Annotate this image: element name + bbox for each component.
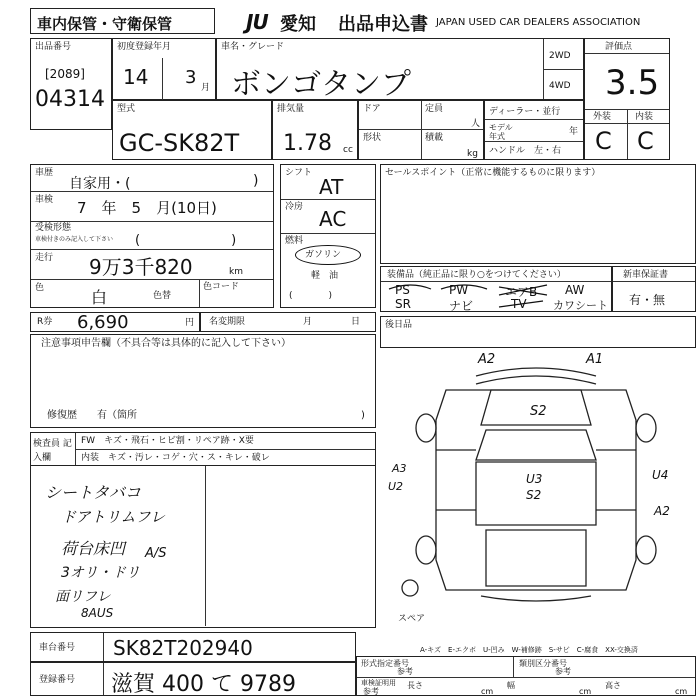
association-name: JAPAN USED CAR DEALERS ASSOCIATION	[436, 17, 641, 28]
color-change-label: 色替	[153, 291, 172, 301]
divider	[627, 109, 628, 159]
shift-value: AT	[319, 175, 344, 199]
equip-aw: AW	[565, 283, 585, 297]
shape-label: 形状	[363, 133, 382, 143]
cc-unit: cc	[343, 145, 353, 155]
type-cert-label: 形式指定番号	[361, 659, 409, 668]
drive-2wd: 2WD	[549, 51, 571, 61]
vehicle-name-label: 車名・グレード	[221, 42, 285, 52]
inspector-box	[30, 432, 376, 466]
back-item-label: 後日品	[385, 320, 413, 330]
equipment-box	[380, 266, 612, 312]
mileage-label: 走行	[35, 253, 54, 263]
equipment-label: 装備品（純正品に限り○をつけてください）	[387, 270, 566, 280]
cert-box	[356, 656, 696, 696]
region-name: 愛知	[280, 14, 316, 35]
handle-label: ハンドル 左・右	[489, 146, 562, 156]
load-label: 積載	[425, 133, 444, 143]
recycle-value: 6,690	[77, 312, 129, 333]
listing-number-label: 出品番号	[35, 42, 72, 52]
divider	[281, 199, 375, 200]
equip-handwritten-marks	[381, 267, 613, 313]
divider	[513, 657, 514, 677]
first-reg-year: 14	[123, 65, 149, 89]
sales-point-label: セールスポイント（正常に機能するものに限ります）	[385, 168, 601, 178]
mark-s2-roof: S2	[526, 488, 542, 502]
vehicle-name: ボンゴタンプ	[231, 67, 411, 102]
type-label: 型式	[117, 104, 136, 114]
displacement-box	[272, 100, 358, 160]
equip-ps: PS	[395, 283, 410, 297]
first-reg-label: 初度登録年月	[117, 42, 172, 52]
spare-label: スペア	[398, 614, 426, 624]
receive-sub: 車検付きのみ記入して下さい	[35, 236, 114, 243]
listing-number: 04314	[35, 87, 105, 112]
dealer-label: ディーラー・並行	[489, 107, 561, 117]
interior-grade: C	[637, 127, 654, 155]
divider	[103, 633, 104, 661]
fuel-diesel: 軽 油	[311, 271, 339, 281]
mark-u4: U4	[652, 468, 669, 482]
divider	[31, 221, 273, 222]
receive-value: ( )	[135, 233, 237, 248]
divider	[281, 233, 375, 234]
divider	[485, 119, 583, 120]
mark-a2-side: A2	[654, 504, 670, 518]
mark-u2: U2	[388, 480, 404, 493]
divider	[613, 281, 695, 282]
month-unit: 月	[201, 83, 211, 93]
registration-box	[30, 662, 356, 696]
color-label: 色	[35, 283, 45, 293]
back-item-box	[380, 316, 696, 348]
type-box	[112, 100, 272, 160]
cm-3: cm	[675, 687, 688, 696]
warranty-box	[612, 266, 696, 312]
class-label: 類別区分番号	[519, 659, 567, 668]
mark-s2-hood: S2	[530, 404, 547, 419]
receive-label: 受検形態	[35, 223, 72, 233]
name-change-label: 名変期限	[209, 317, 246, 327]
divider	[585, 53, 669, 54]
handwritten-note-3: 荷台床凹	[61, 539, 126, 558]
divider	[485, 141, 583, 142]
ac-value: AC	[319, 207, 347, 231]
divider	[359, 129, 483, 130]
divider	[31, 249, 273, 250]
ref-label-2: 参考	[555, 667, 571, 676]
storage-note: 車内保管・守衛保管	[37, 15, 173, 33]
cert-label: 車検証明用	[361, 679, 396, 687]
warranty-value: 有・無	[629, 293, 666, 307]
exterior-grade: C	[595, 127, 612, 155]
height-label: 高さ	[605, 681, 621, 690]
divider	[357, 677, 695, 678]
name-change-day: 日	[351, 317, 361, 327]
shaken-value: 7 年 5 月(10日)	[77, 199, 217, 217]
interior-label: 内装	[635, 112, 654, 122]
handwritten-note-4: 3オリ・ドリ	[61, 565, 140, 581]
km-unit: km	[229, 267, 243, 277]
color-value: 白	[91, 288, 108, 307]
repair-label: 修復歴 有（箇所	[47, 410, 137, 421]
ac-label: 冷房	[285, 202, 304, 212]
divider	[205, 466, 206, 626]
inspector-row2: 内装 キズ・汚レ・コゲ・穴・ス・キレ・破レ	[81, 453, 270, 463]
mark-u3: U3	[526, 472, 543, 486]
repair-close: )	[361, 410, 365, 421]
chassis-box	[30, 632, 356, 662]
score-box	[584, 38, 670, 160]
equip-pw: PW	[449, 283, 469, 297]
listing-number-box	[30, 38, 112, 130]
recycle-label: R券	[37, 317, 53, 327]
ref-label-1: 参考	[397, 667, 413, 676]
notes-box	[30, 334, 376, 428]
shaken-label: 車検	[35, 195, 54, 205]
mark-a2-front: A2	[478, 352, 496, 367]
year-unit: 年	[569, 127, 579, 137]
cm-1: cm	[481, 687, 494, 696]
cm-2: cm	[579, 687, 592, 696]
first-reg-box	[112, 38, 216, 100]
fuel-label: 燃料	[285, 236, 304, 246]
ju-logo: JU	[246, 10, 268, 34]
first-reg-month: 3	[185, 67, 197, 88]
recycle-box	[30, 312, 200, 332]
score-label: 評価点	[605, 42, 633, 52]
dealer-box	[484, 100, 584, 160]
inspector-row1: FW キズ・飛石・ヒビ割・リペア跡・X要	[81, 436, 254, 446]
width-label: 幅	[507, 681, 515, 690]
door-box	[358, 100, 484, 160]
chassis-label: 車台番号	[39, 643, 76, 653]
divider	[199, 279, 200, 307]
history-close: )	[253, 173, 259, 189]
divider	[162, 58, 163, 100]
ref-label-3: 参考	[363, 687, 379, 696]
mark-a3: A3	[392, 462, 407, 475]
chassis-value: SK82T202940	[113, 636, 253, 660]
registration-label: 登録番号	[39, 675, 76, 685]
handwritten-note-2: ドアトリムフレ	[61, 508, 165, 526]
handwritten-note-1: シートタバコ	[45, 483, 141, 502]
type-value: GC-SK82T	[119, 129, 240, 157]
person-unit: 人	[471, 119, 481, 129]
equip-navi: ナビ	[449, 299, 474, 313]
displacement-value: 1.78	[283, 131, 332, 156]
yen-unit: 円	[185, 318, 195, 328]
handwritten-note-5: A/S	[145, 546, 167, 561]
fuel-gasoline: ガソリン	[305, 250, 342, 260]
inspector-notes-box	[30, 466, 376, 628]
score-value: 3.5	[605, 63, 660, 103]
sales-point-box	[380, 164, 696, 264]
fuel-other: ( )	[289, 291, 333, 301]
divider	[75, 449, 375, 450]
inspector-label: 検査員 記入欄	[33, 439, 72, 463]
model-year-label: モデル 年式	[489, 123, 513, 141]
name-change-month: 月	[303, 317, 313, 327]
handwritten-note-7: 8AUS	[81, 606, 114, 620]
warranty-label: 新車保証書	[623, 270, 669, 280]
kg-unit: kg	[467, 149, 478, 159]
history-label: 車歴	[35, 168, 54, 178]
equip-sr: SR	[395, 297, 411, 311]
damage-legend: A-キズ E-エクボ U-凹み W-補修跡 S-サビ C-腐食 XX-交換済	[420, 646, 638, 654]
handwritten-note-6: 面リフレ	[55, 589, 111, 605]
mech-box	[280, 164, 376, 308]
mark-a1: A1	[586, 352, 604, 367]
mileage-value: 9万3千820	[89, 255, 193, 279]
divider	[31, 279, 273, 280]
name-change-box	[200, 312, 376, 332]
listing-number-bracket: [2089]	[45, 67, 85, 81]
form-title: 出品申込書	[338, 14, 428, 35]
storage-note-box	[30, 8, 215, 34]
divider	[543, 69, 585, 70]
shift-label: シフト	[285, 168, 313, 178]
equip-seat: カワシート	[553, 299, 608, 312]
drive-4wd: 4WD	[549, 81, 571, 91]
length-label: 長さ	[407, 681, 423, 690]
history-box	[30, 164, 274, 308]
divider	[421, 101, 422, 159]
color-code-label: 色コード	[203, 282, 240, 292]
registration-value: 滋賀 400 て 9789	[111, 672, 296, 697]
displacement-label: 排気量	[277, 104, 305, 114]
vehicle-name-box	[216, 38, 584, 100]
exterior-label: 外装	[593, 112, 612, 122]
divider	[31, 191, 273, 192]
notes-label: 注意事項申告欄（不具合等は具体的に記入して下さい）	[41, 338, 291, 349]
history-value: 自家用・(	[69, 176, 131, 192]
capacity-label: 定員	[425, 104, 444, 114]
equip-tv: TV	[511, 297, 527, 311]
equip-airbag: エアB	[505, 285, 538, 299]
door-label: ドア	[363, 104, 381, 114]
divider	[103, 663, 104, 695]
